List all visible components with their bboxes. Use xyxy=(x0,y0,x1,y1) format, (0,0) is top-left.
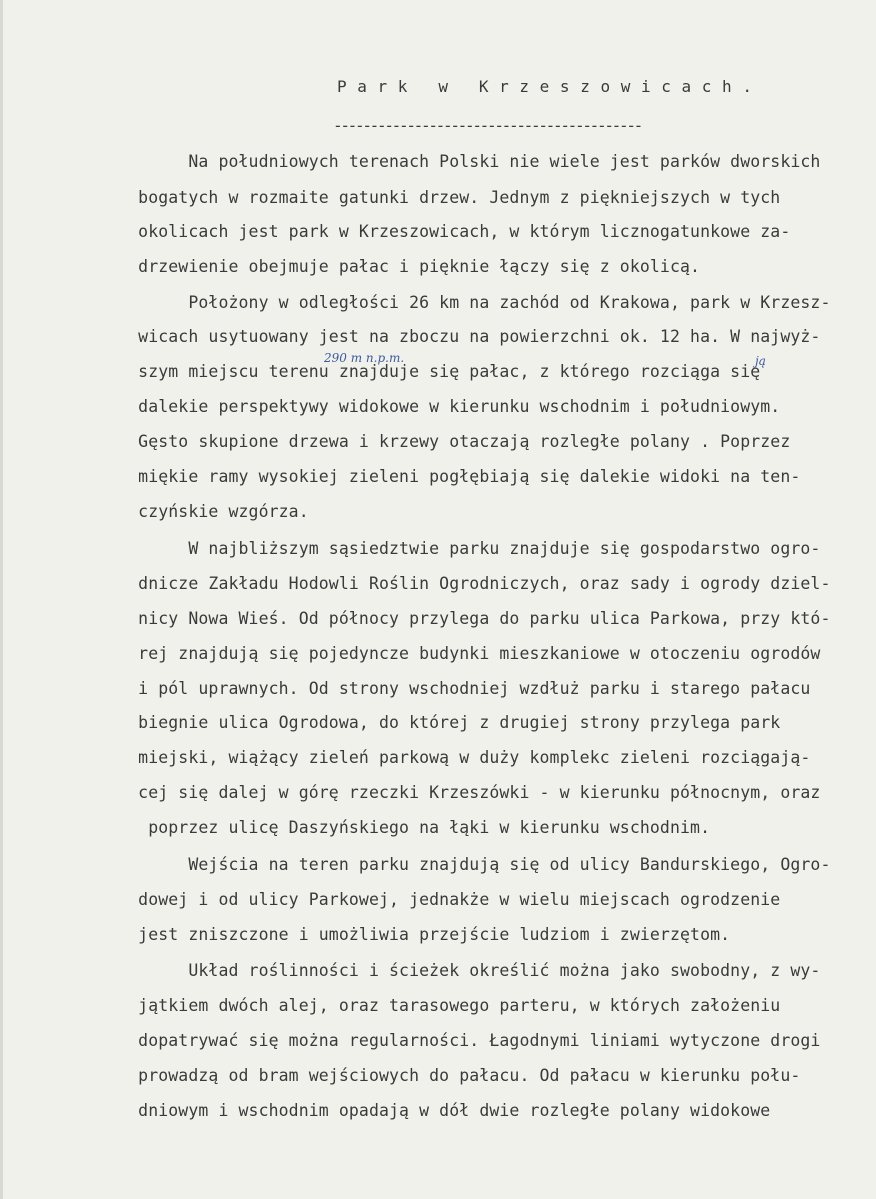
text-line: poprzez ulicę Daszyńskiego na łąki w kierunku wschodnim. xyxy=(88,818,711,837)
title-underline: ------------------------------------------ xyxy=(333,116,641,135)
text-line: Położony w odległości 26 km na zachód od Krakowa, park w Krzesz- xyxy=(88,293,831,312)
text-line: czyńskie wzgórza. xyxy=(88,502,309,521)
text-line: dniowym i wschodnim opadają w dół dwie rozległe polany widokowe xyxy=(88,1101,771,1120)
text-line: wicach usytuowany jest na zboczu na powierzchni ok. 12 ha. W najwyż- xyxy=(88,327,821,346)
text-line: rej znajdują się pojedyncze budynki mieszkaniowe w otoczeniu ogrodów xyxy=(88,644,821,663)
text-line: Gęsto skupione drzewa i krzewy otaczają rozległe polany . Poprzez xyxy=(88,432,791,451)
text-line: okolicach jest park w Krzeszowicach, w którym licznogatunkowe za- xyxy=(88,222,791,241)
text-line: W najbliższym sąsiedztwie parku znajduje się gospodarstwo ogro- xyxy=(88,539,821,558)
text-line: Wejścia na teren parku znajdują się od ulicy Bandurskiego, Ogro- xyxy=(88,855,831,874)
text-line: miękie ramy wysokiej zieleni pogłębiają się dalekie widoki na ten- xyxy=(88,467,801,486)
text-line: Na południowych terenach Polski nie wiele jest parków dworskich xyxy=(88,152,821,171)
text-line: cej się dalej w górę rzeczki Krzeszówki - w kierunku północnym, oraz xyxy=(88,783,821,802)
text-line: prowadzą od bram wejściowych do pałacu. Od pałacu w kierunku połu- xyxy=(88,1066,801,1085)
handwritten-correction: ją xyxy=(755,354,766,368)
text-line: dalekie perspektywy widokowe w kierunku wschodnim i południowym. xyxy=(88,397,781,416)
text-line: dnicze Zakładu Hodowli Roślin Ogrodniczych, oraz sady i ogrody dziel- xyxy=(88,574,831,593)
handwritten-elevation-note: 290 m n.p.m. xyxy=(324,351,405,365)
text-line: biegnie ulica Ogrodowa, do której z drugiej strony przylega park xyxy=(88,713,781,732)
text-line: jątkiem dwóch alej, oraz tarasowego parteru, w których założeniu xyxy=(88,996,781,1015)
text-line: dowej i od ulicy Parkowej, jednakże w wielu miejscach ogrodzenie xyxy=(88,890,781,909)
text-line: drzewienie obejmuje pałac i pięknie łączy się z okolicą. xyxy=(88,257,701,276)
text-line: dopatrywać się można regularności. Łagodnymi liniami wytyczone drogi xyxy=(88,1031,821,1050)
page-title: P a r k w K r z e s z o w i c a c h . xyxy=(337,77,753,96)
text-line: i pól uprawnych. Od strony wschodniej wzdłuż parku i starego pałacu xyxy=(88,679,811,698)
text-line: bogatych w rozmaite gatunki drzew. Jednym z piękniejszych w tych xyxy=(88,188,781,207)
text-line: nicy Nowa Wieś. Od północy przylega do parku ulica Parkowa, przy któ- xyxy=(88,609,831,628)
text-line: Układ roślinności i ścieżek określić można jako swobodny, z wy- xyxy=(88,961,821,980)
text-line: szym miejscu terenu znajduje się pałac, z którego rozciąga się xyxy=(88,362,761,381)
text-line: jest zniszczone i umożliwia przejście ludziom i zwierzętom. xyxy=(88,925,731,944)
text-line: miejski, wiążący zieleń parkową w duży komplekс zieleni rozciągają- xyxy=(88,748,811,767)
